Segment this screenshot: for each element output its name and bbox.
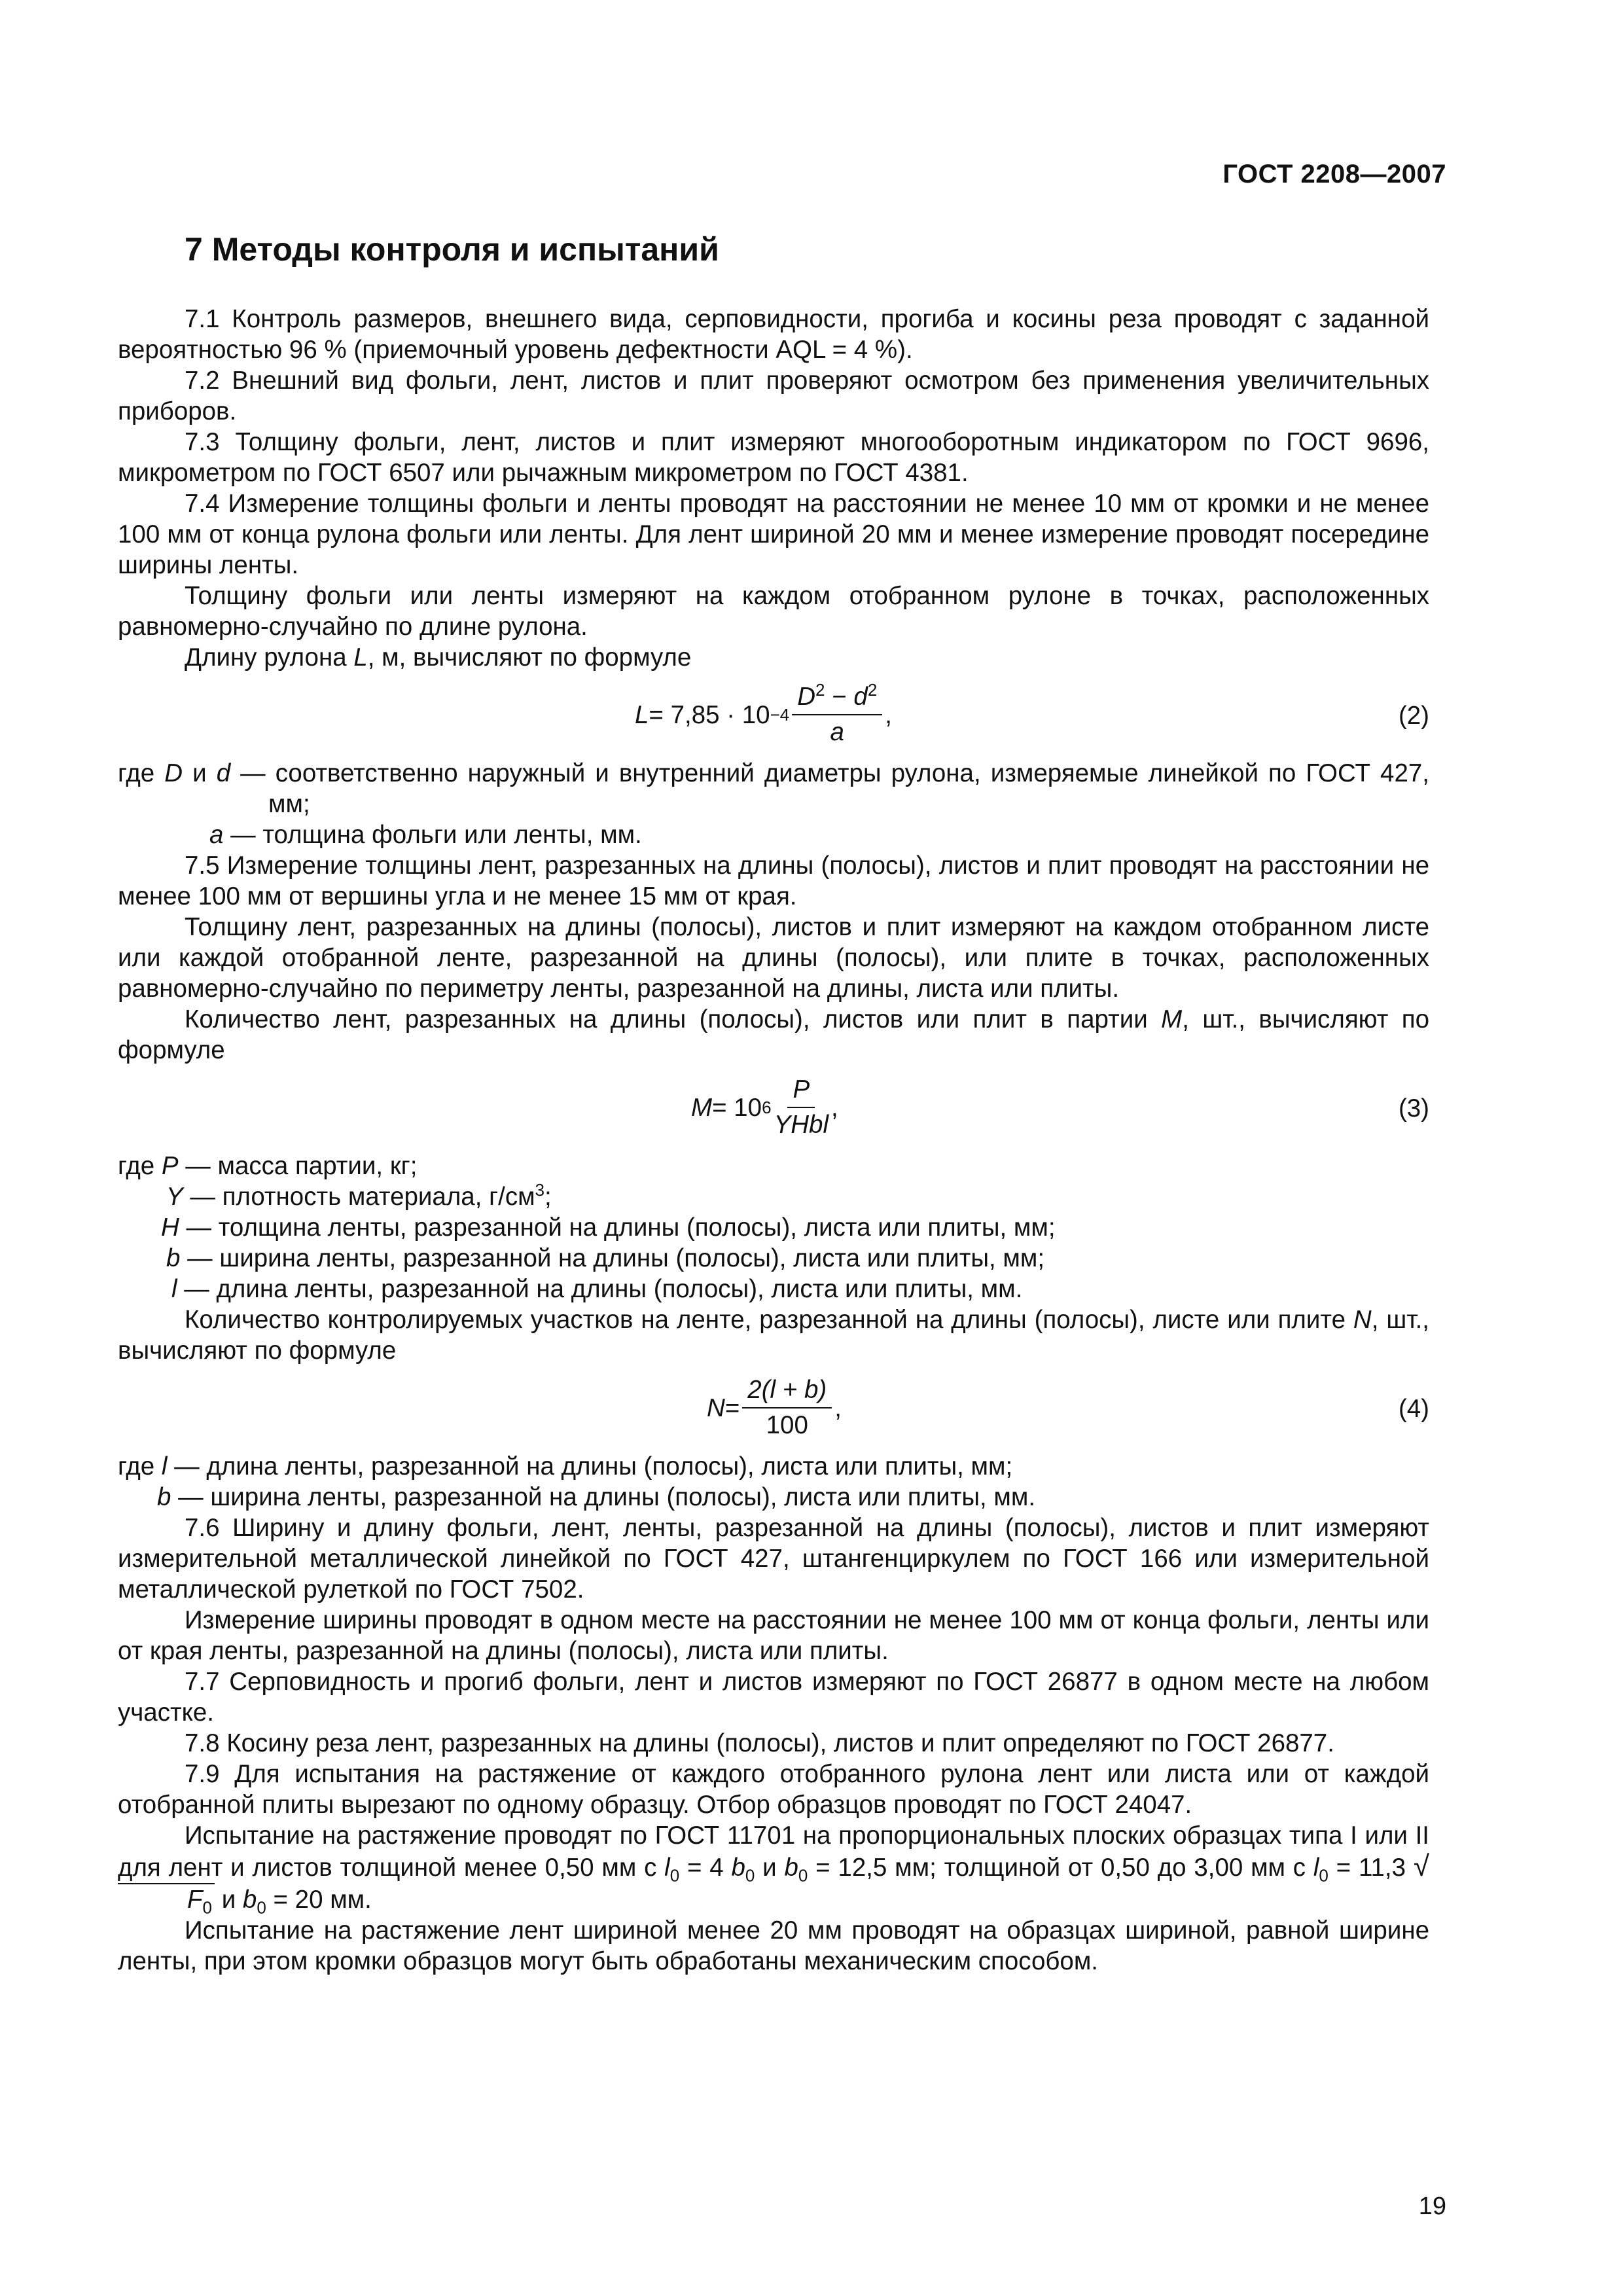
paragraph-7-3: 7.3 Толщину фольги, лент, листов и плит измеряют многооборотным индикатором по ГОСТ 9696, микрометром по ГОСТ 6507 или рычажным микрометром по ГОСТ 4381. (118, 428, 1429, 487)
paragraph-7-5-sections: Количество контролируемых участков на ленте, разрезанной на длины (полосы), листе или плите N, шт., вычисляют по формуле (118, 1306, 1429, 1365)
paragraph-7-6: 7.6 Ширину и длину фольги, лент, ленты, разрезанной на длины (полосы), листов и плит измеряют измерительной металлической линейкой по ГОСТ 427, штангенциркулем по ГОСТ 166 или измерительной металлической рулеткой по ГОСТ 7502. (118, 1514, 1429, 1604)
formula-4-fraction: $\frac{2(l + b)}{100}$ (742, 1376, 832, 1440)
formula-4-expression: N = $\frac{2(l + b)}{100}$ , (707, 1376, 842, 1439)
paragraph-7-9-narrow: Испытание на растяжение лент шириной менее 20 мм проводят на образцах шириной, равной ширине ленты, при этом кромки образцов могут быть обработаны механическим способом. (118, 1916, 1429, 1975)
formula-2-where-Dd: где D и d — соответственно наружный и внутренний диаметры рулона, измеряемые линейкой по ГОСТ 427, мм; (118, 759, 1429, 818)
paragraph-7-9-tension: Испытание на растяжение проводят по ГОСТ 11701 на пропорциональных плоских образцах типа I или II для лент и листов толщиной менее 0,50 мм с $l_0 = 4$ $b_0$ и $b_0 = 12,5$ мм; толщиной от 0,50 до 3,00 мм с $l_0 = 11,3$ $√F_0$ и $b_0 = 20$ мм. (118, 1821, 1429, 1918)
formula-3-where-l: l — длина ленты, разрезанной на длины (полосы), листа или плиты, мм. (171, 1275, 1023, 1303)
paragraph-7-2: 7.2 Внешний вид фольги, лент, листов и плит проверяют осмотром без применения увеличительных приборов. (118, 367, 1429, 425)
formula-2 (118, 678, 1429, 751)
formula-3-expression: M = 10 6 $\frac{P}{\text{YHbl}}$ , (691, 1075, 838, 1139)
formula-2-number: (2) (1398, 702, 1429, 730)
document-header-id: ГОСТ 2208—2007 (1222, 160, 1446, 188)
paragraph-7-1: 7.1 Контроль размеров, внешнего вида, серповидности, прогиба и косины реза проводят с заданной вероятностью 96 % (приемочный уровень дефектности AQL = 4 %). (118, 305, 1429, 364)
formula-3-where-b: b — ширина ленты, разрезанной на длины (полосы), листа или плиты, мм; (166, 1244, 1045, 1272)
paragraph-7-5-quantity: Количество лент, разрезанных на длины (полосы), листов или плит в партии M, шт., вычисляют по формуле (118, 1005, 1429, 1064)
paragraph-7-5-thickness: Толщину лент, разрезанных на длины (полосы), листов и плит измеряют на каждом отобранном листе или каждой отобранной ленте, разрезанной на длины (полосы), или плите в точках, расположенных равномерно-случайно по периметру ленты, разрезанной на длины, листа или плиты. (118, 913, 1429, 1003)
formula-2-where-a: a — толщина фольги или ленты, мм. (209, 821, 642, 849)
formula-4 (118, 1371, 1429, 1444)
paragraph-7-4: 7.4 Измерение толщины фольги и ленты проводят на расстоянии не менее 10 мм от кромки и не менее 100 мм от конца рулона фольги или ленты. Для лент шириной 20 мм и менее измерение проводят посередине ширины ленты. (118, 490, 1429, 579)
paragraph-7-4-thickness: Толщину фольги или ленты измеряют на каждом отобранном рулоне в точках, расположенных равномерно-случайно по длине рулона. (118, 582, 1429, 641)
formula-4-where-l: где l — длина ленты, разрезанной на длины (полосы), листа или плиты, мм; (118, 1452, 1013, 1480)
paragraph-7-7: 7.7 Серповидность и прогиб фольги, лент и листов измеряют по ГОСТ 26877 в одном месте на любом участке. (118, 1668, 1429, 1727)
page-number: 19 (1418, 2193, 1446, 2220)
formula-3-where-Y: Y — плотность материала, $г/см^3$; (166, 1180, 552, 1211)
document-body (118, 304, 1429, 1977)
formula-2-expression: L = 7,85 · 10 −4 $\frac{D^2 - d^2}{a}$ , (635, 680, 892, 746)
formula-2-fraction: $\frac{D^2 - d^2}{a}$ (792, 683, 882, 747)
formula-4-where-b: b — ширина ленты, разрезанной на длины (полосы), листа или плиты, мм. (157, 1483, 1036, 1511)
section-title: 7 Методы контроля и испытаний (185, 231, 719, 268)
formula-4-number: (4) (1398, 1395, 1429, 1423)
formula-3-number: (3) (1398, 1094, 1429, 1122)
formula-3 (118, 1071, 1429, 1144)
paragraph-7-6-width: Измерение ширины проводят в одном месте на расстоянии не менее 100 мм от конца фольги, ленты или от края ленты, разрезанной на длины (полосы), листа или плиты. (118, 1606, 1429, 1665)
paragraph-7-4-length: Длину рулона L, м, вычисляют по формуле (185, 643, 692, 672)
square-root-argument: $F_0$ (118, 1883, 215, 1915)
formula-3-where-P: где P — масса партии, кг; (118, 1152, 418, 1180)
paragraph-7-8: 7.8 Косину реза лент, разрезанных на длины (полосы), листов и плит определяют по ГОСТ 26877. (185, 1729, 1334, 1757)
paragraph-7-9: 7.9 Для испытания на растяжение от каждого отобранного рулона лент или листа или от каждой отобранной плиты вырезают по одному образцу. Отбор образцов проводят по ГОСТ 24047. (118, 1760, 1429, 1819)
square-root-sign: √ (1413, 1850, 1429, 1882)
paragraph-7-5: 7.5 Измерение толщины лент, разрезанных на длины (полосы), листов и плит проводят на расстоянии не менее 100 мм от вершины угла и не менее 15 мм от края. (118, 852, 1429, 910)
formula-3-where-H: H — толщина ленты, разрезанной на длины (полосы), листа или плиты, мм; (161, 1213, 1056, 1242)
formula-3-fraction: $\frac{P}{\text{YHbl}}$ (774, 1075, 829, 1139)
